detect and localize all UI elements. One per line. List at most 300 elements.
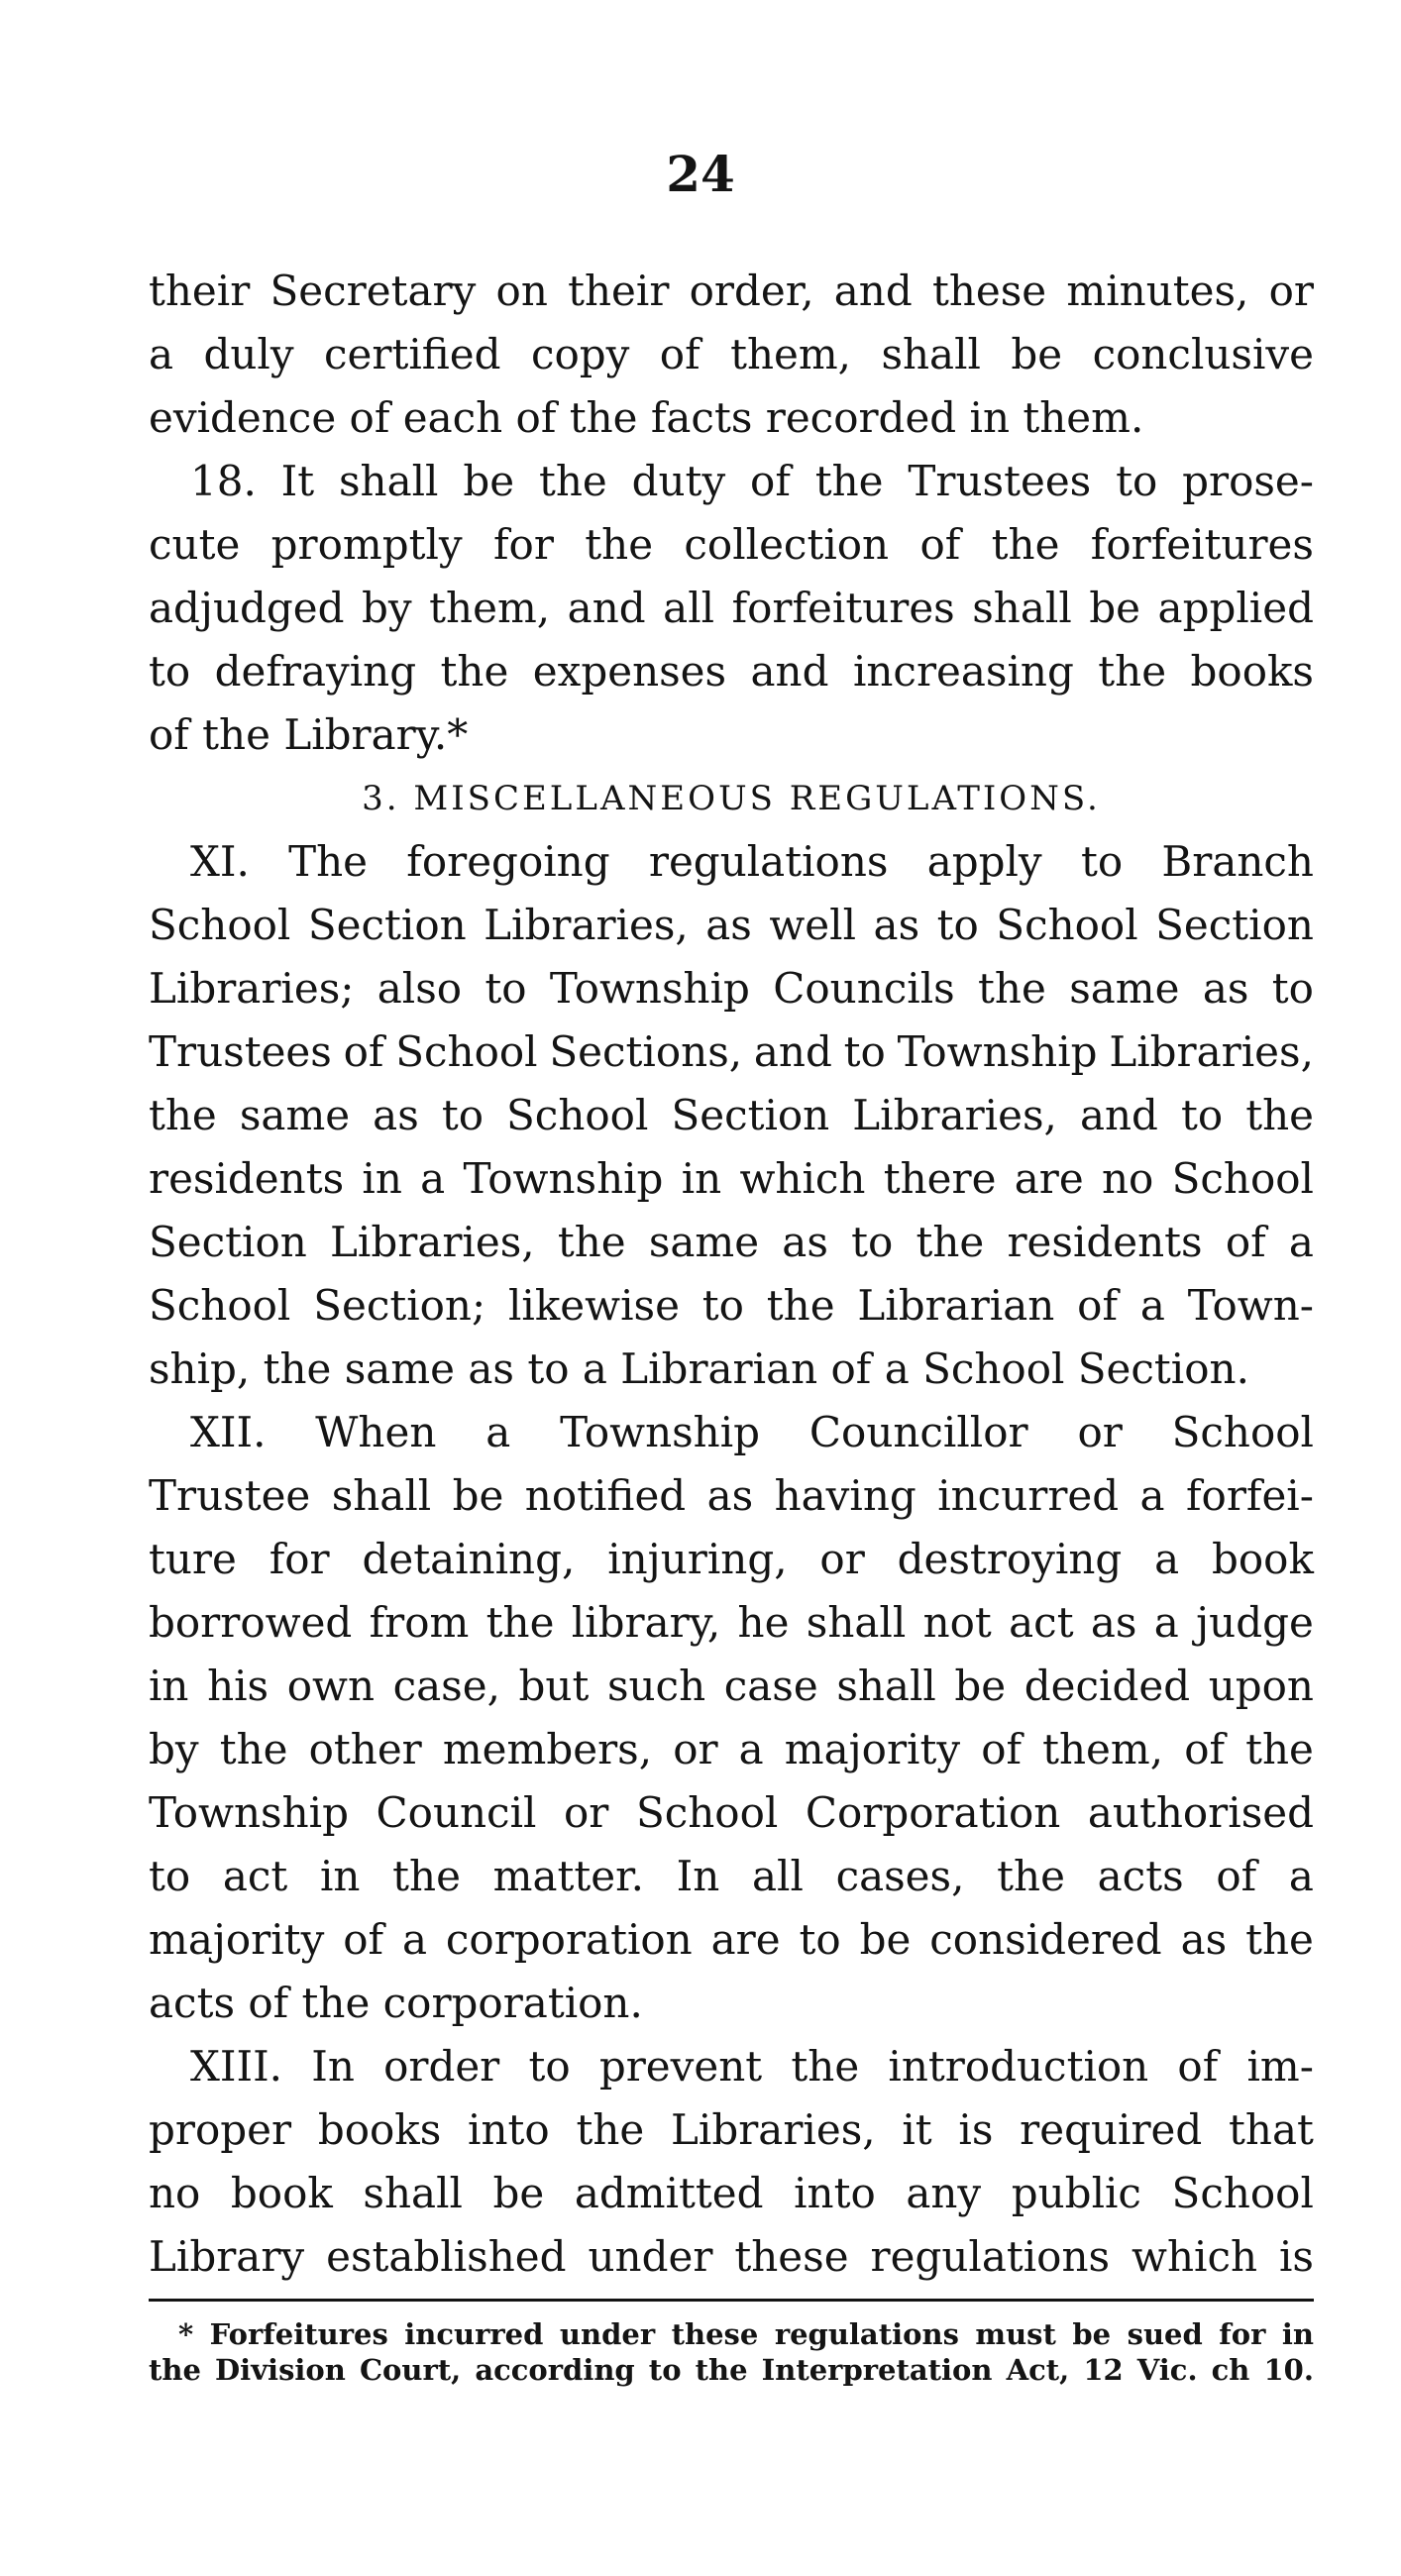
text-line [149, 1084, 1314, 1147]
page-number: 24 [666, 145, 735, 203]
word: any [906, 2169, 982, 2217]
word: School [395, 1027, 538, 1076]
text-line [149, 1845, 1314, 1908]
word: of [1184, 1725, 1226, 1773]
word: a [1139, 1471, 1165, 1520]
word: It [280, 457, 315, 505]
word: the [149, 2353, 201, 2387]
word: to [851, 1218, 894, 1266]
word: to [149, 1852, 191, 1900]
word: injuring, [607, 1535, 788, 1583]
word: well [769, 901, 857, 949]
word: minutes, [1066, 267, 1249, 315]
word: he [737, 1598, 790, 1647]
word: In [676, 1852, 720, 1900]
word: Township [560, 1408, 761, 1456]
word: Township [463, 1154, 664, 1203]
word: Libraries; [149, 964, 355, 1013]
word: Forfeitures [209, 2317, 388, 2351]
text-line [149, 1528, 1314, 1591]
body-text [149, 260, 1314, 2289]
word: own [286, 1662, 376, 1710]
word: order [383, 2042, 500, 2091]
word: to [1116, 457, 1158, 505]
word: Section [671, 1091, 830, 1139]
word: majority [149, 1915, 325, 1964]
word: adjudged [149, 584, 345, 632]
word: School [506, 1091, 649, 1139]
word: a [401, 1915, 427, 1964]
word: School [1171, 1408, 1314, 1456]
word: Trustees [908, 457, 1092, 505]
word: according [475, 2353, 635, 2387]
word: Libraries, [852, 1091, 1057, 1139]
word: be [954, 1662, 1007, 1710]
word: that [1229, 2105, 1314, 2154]
word: as [1202, 964, 1249, 1013]
word: or [673, 1725, 718, 1773]
footnote [149, 2316, 1314, 2388]
word: public [1011, 2169, 1141, 2217]
word: * [178, 2317, 194, 2351]
word: shall [806, 1598, 907, 1647]
word: cases, [835, 1852, 965, 1900]
text-line [149, 2225, 1314, 2289]
word: When [315, 1408, 437, 1456]
word: the [538, 457, 607, 505]
word: the [916, 1218, 985, 1266]
word: Councillor [808, 1408, 1028, 1456]
word: Libraries, [1109, 1027, 1314, 1076]
word: for [269, 1535, 330, 1583]
word: is [958, 2105, 994, 2154]
word: be [859, 1915, 912, 1964]
text-line [149, 1211, 1314, 1274]
word: to [843, 1027, 886, 1076]
word: these [671, 2317, 759, 2351]
word: of [659, 330, 700, 378]
word: residents [149, 1154, 345, 1203]
text-line [149, 2035, 1314, 2098]
text-line [149, 1401, 1314, 1464]
word: the [695, 2353, 748, 2387]
word: for [493, 520, 554, 569]
word: under [559, 2317, 656, 2351]
word: likewise [507, 1281, 680, 1330]
word: matter. [492, 1852, 644, 1900]
text-line [149, 2098, 1314, 2162]
word: Secretary [269, 267, 477, 315]
word: Township [149, 1788, 349, 1837]
word: a [420, 1154, 446, 1203]
line-text: 3. MISCELLANEOUS REGULATIONS. [362, 779, 1101, 818]
word: established [326, 2232, 567, 2281]
word: the [766, 1281, 835, 1330]
word: or [1077, 1408, 1123, 1456]
text-line [149, 1147, 1314, 1211]
word: Branch [1161, 837, 1314, 886]
word: decided [1024, 1662, 1191, 1710]
word: to [648, 2353, 682, 2387]
word: majority [784, 1725, 961, 1773]
word: must [975, 2317, 1056, 2351]
word: or [819, 1535, 865, 1583]
word: Interpretation [761, 2353, 993, 2387]
word: considered [929, 1915, 1162, 1964]
word: a [1153, 1598, 1179, 1647]
word: these [734, 2232, 849, 2281]
word: regulations [648, 837, 889, 886]
word: The [288, 837, 369, 886]
text-line [149, 577, 1314, 640]
word: as [706, 1471, 754, 1520]
word: library, [571, 1598, 721, 1647]
word: Libraries, [671, 2105, 876, 2154]
word: the [585, 520, 654, 569]
word: to [1271, 964, 1314, 1013]
word: detaining, [362, 1535, 576, 1583]
word: into [468, 2105, 550, 2154]
word: a [149, 330, 174, 378]
word: School [1171, 2169, 1314, 2217]
word: into [794, 2169, 876, 2217]
text-line [149, 830, 1314, 894]
word: to [1180, 1091, 1224, 1139]
text-line [149, 1591, 1314, 1655]
word: shall [881, 330, 981, 378]
word: same [1069, 964, 1180, 1013]
word: a [1288, 1852, 1314, 1900]
word: im- [1246, 2042, 1314, 2091]
word: Section; [313, 1281, 486, 1330]
word: shall [972, 584, 1072, 632]
word: introduction [888, 2042, 1149, 2091]
text-line [149, 894, 1314, 957]
word: of [343, 1915, 384, 1964]
text-line [149, 640, 1314, 703]
word: forfei- [1186, 1471, 1314, 1520]
word: which [739, 1154, 866, 1203]
word: is [1278, 2232, 1314, 2281]
word: Act, [1006, 2353, 1070, 2387]
text-line [149, 2162, 1314, 2225]
word: Libraries, [330, 1218, 535, 1266]
word: destroying [897, 1535, 1123, 1583]
text-line [149, 386, 1314, 450]
word: to [149, 647, 191, 696]
word: certified [324, 330, 501, 378]
word: admitted [574, 2169, 764, 2217]
word: duty [631, 457, 726, 505]
word: judge [1196, 1598, 1314, 1647]
word: Court, [359, 2353, 462, 2387]
word: be [463, 457, 515, 505]
word: in [149, 1662, 189, 1710]
word: copy [530, 330, 630, 378]
word: in [362, 1154, 402, 1203]
word: same [648, 1218, 760, 1266]
word: Township [897, 1027, 1098, 1076]
word: foregoing [406, 837, 610, 886]
footnote-line [149, 2352, 1314, 2388]
word: a [485, 1408, 511, 1456]
word: by [362, 584, 412, 632]
word: be [1089, 584, 1141, 632]
word: Town- [1187, 1281, 1314, 1330]
word: conclusive [1092, 330, 1314, 378]
word: XIII. [190, 2042, 283, 2091]
word: XI. [190, 837, 250, 886]
word: residents [1007, 1218, 1203, 1266]
word: proper [149, 2105, 292, 2154]
word: the [440, 647, 509, 696]
word: as [1090, 1598, 1137, 1647]
word: to [936, 901, 979, 949]
word: shall [331, 1471, 432, 1520]
word: Section [1155, 901, 1314, 949]
text-line [149, 1020, 1314, 1084]
word: from [369, 1598, 470, 1647]
word: case [723, 1662, 818, 1710]
word: of [919, 520, 961, 569]
word: 12 [1083, 2353, 1124, 2387]
text-line [149, 1655, 1314, 1718]
word: the [791, 2042, 860, 2091]
word: on [495, 267, 548, 315]
word: collection [684, 520, 890, 569]
word: no [149, 2169, 201, 2217]
word: book [230, 2169, 333, 2217]
footnote-rule [149, 2299, 1314, 2302]
word: cute [149, 520, 241, 569]
word: of [981, 1725, 1023, 1773]
word: authorised [1087, 1788, 1314, 1837]
word: School [1171, 1154, 1314, 1203]
word: the [1245, 1915, 1314, 1964]
word: notified [524, 1471, 687, 1520]
word: it [902, 2105, 932, 2154]
word: their [149, 267, 251, 315]
word: not [922, 1598, 992, 1647]
word: of [750, 457, 791, 505]
word: a [1288, 1218, 1314, 1266]
word: there [883, 1154, 997, 1203]
word: forfeitures [731, 584, 955, 632]
word: books [1190, 647, 1314, 696]
word: as [373, 1091, 419, 1139]
word: corporation [445, 1915, 693, 1964]
word: School [635, 1788, 779, 1837]
word: same [239, 1091, 351, 1139]
word: Library [149, 2232, 305, 2281]
word: to [528, 2042, 571, 2091]
word: no [1101, 1154, 1154, 1203]
word: all [751, 1852, 804, 1900]
word: of [1225, 1218, 1266, 1266]
word: the [1245, 1091, 1314, 1139]
word: incurred [937, 1471, 1120, 1520]
line-text: of the Library.* [149, 710, 469, 759]
word: as [705, 901, 752, 949]
word: ch [1211, 2353, 1250, 2387]
word: act [222, 1852, 288, 1900]
word: the [557, 1218, 626, 1266]
word: Section [149, 1218, 307, 1266]
word: Township [549, 964, 750, 1013]
word: 18. [190, 457, 257, 505]
text-line [149, 1464, 1314, 1528]
word: order, [689, 267, 814, 315]
word: and [567, 584, 646, 632]
word: promptly [270, 520, 463, 569]
text-line [149, 450, 1314, 513]
word: be [1011, 330, 1063, 378]
text-line [149, 703, 1314, 767]
word: the [576, 2105, 645, 2154]
word: under [588, 2232, 713, 2281]
word: to [485, 964, 527, 1013]
word: Division [215, 2353, 346, 2387]
word: the [991, 520, 1060, 569]
word: shall [836, 1662, 936, 1710]
word: Councils [773, 964, 955, 1013]
word: be [492, 2169, 545, 2217]
word: the [149, 1091, 217, 1139]
word: them, [730, 330, 852, 378]
text-line [149, 1781, 1314, 1845]
word: his [207, 1662, 269, 1710]
word: their [568, 267, 670, 315]
word: shall [338, 457, 439, 505]
line-text: evidence of each of the facts recorded in them. [149, 393, 1144, 442]
word: required [1020, 2105, 1203, 2154]
word: defraying [214, 647, 417, 696]
word: act [1009, 1598, 1074, 1647]
word: duly [203, 330, 294, 378]
word: prose- [1182, 457, 1314, 505]
word: or [564, 1788, 609, 1837]
word: of [1216, 1852, 1257, 1900]
word: which [1132, 2232, 1258, 2281]
word: forfeitures [1090, 520, 1314, 569]
text-line [149, 1718, 1314, 1781]
word: by [149, 1725, 199, 1773]
word: as [1180, 1915, 1228, 1964]
word: upon [1208, 1662, 1314, 1710]
word: increasing [852, 647, 1074, 696]
word: a [1139, 1281, 1165, 1330]
word: case, [392, 1662, 500, 1710]
line-text: acts of the corporation. [149, 1979, 643, 2027]
word: as [873, 901, 920, 949]
word: but [518, 1662, 590, 1710]
word: as [782, 1218, 828, 1266]
text-line [149, 323, 1314, 386]
word: XII. [190, 1408, 267, 1456]
word: acts [1097, 1852, 1184, 1900]
word: to [701, 1281, 744, 1330]
word: and [753, 1027, 832, 1076]
word: to [1080, 837, 1124, 886]
word: books [317, 2105, 442, 2154]
word: Libraries, [484, 901, 689, 949]
word: incurred [404, 2317, 544, 2351]
word: the [814, 457, 884, 505]
footnote-line [149, 2316, 1314, 2352]
word: School [149, 901, 291, 949]
word: Trustee [149, 1471, 311, 1520]
word: Vic. [1136, 2353, 1198, 2387]
word: or [1268, 267, 1314, 315]
word: and [750, 647, 829, 696]
word: are [1014, 1154, 1084, 1203]
word: regulations [870, 2232, 1111, 2281]
word: and [1079, 1091, 1158, 1139]
word: the [485, 1598, 555, 1647]
word: apply [926, 837, 1042, 886]
word: these [931, 267, 1047, 315]
word: In [311, 2042, 355, 2091]
word: shall [363, 2169, 463, 2217]
word: prevent [598, 2042, 763, 2091]
text-line [149, 260, 1314, 323]
word: regulations [774, 2317, 959, 2351]
word: be [452, 1471, 504, 1520]
word: for [1219, 2317, 1266, 2351]
word: of [1177, 2042, 1219, 2091]
word: in [681, 1154, 722, 1203]
section-heading [149, 767, 1314, 830]
word: be [1072, 2317, 1112, 2351]
word: the [392, 1852, 461, 1900]
word: them, [1042, 1725, 1164, 1773]
word: a [738, 1725, 764, 1773]
text-line [149, 957, 1314, 1020]
word: borrowed [149, 1598, 353, 1647]
word: Librarian [857, 1281, 1055, 1330]
word: to [799, 1915, 841, 1964]
word: the [219, 1725, 288, 1773]
line-text: ship, the same as to a Librarian of a School Section. [149, 1344, 1249, 1393]
word: of [343, 1027, 384, 1076]
word: the [1098, 647, 1167, 696]
word: the [997, 1852, 1065, 1900]
word: Sections, [549, 1027, 743, 1076]
word: Section [307, 901, 467, 949]
word: book [1212, 1535, 1314, 1583]
word: all [663, 584, 715, 632]
word: such [606, 1662, 706, 1710]
word: in [320, 1852, 361, 1900]
text-line [149, 1338, 1314, 1401]
text-line [149, 1274, 1314, 1338]
word: members, [442, 1725, 653, 1773]
word: other [308, 1725, 422, 1773]
word: Corporation [805, 1788, 1061, 1837]
word: sued [1127, 2317, 1203, 2351]
word: applied [1157, 584, 1314, 632]
word: ture [149, 1535, 237, 1583]
word: to [441, 1091, 484, 1139]
word: School [149, 1281, 291, 1330]
word: are [710, 1915, 781, 1964]
word: Trustees [149, 1027, 332, 1076]
word: in [1281, 2317, 1314, 2351]
word: them, [429, 584, 551, 632]
text-line [149, 1972, 1314, 2035]
word: expenses [532, 647, 727, 696]
word: School [996, 901, 1138, 949]
